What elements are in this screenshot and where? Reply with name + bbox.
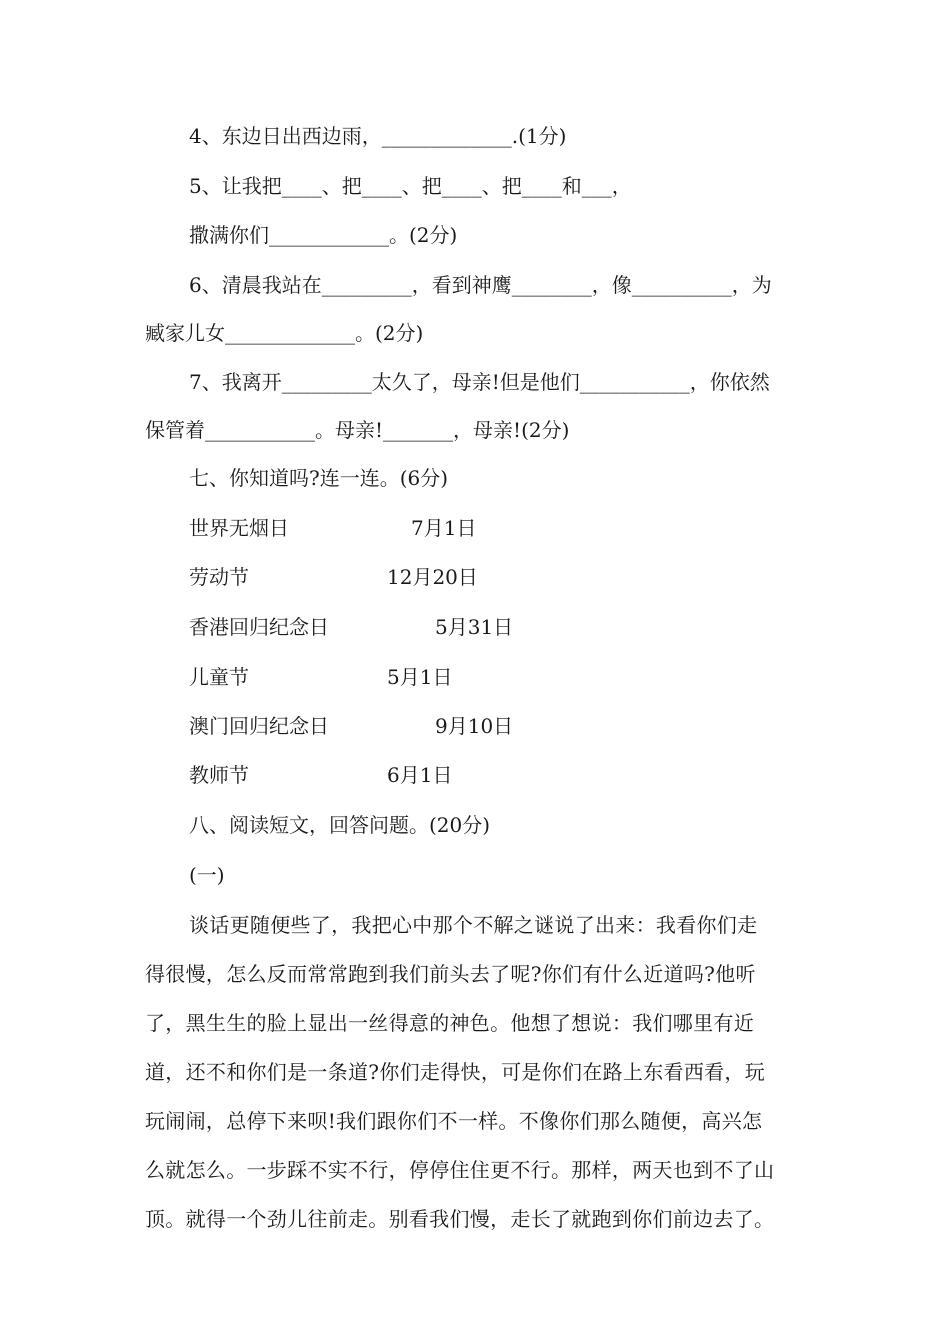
section-8-heading: 八、阅读短文，回答问题。(20分) (189, 813, 491, 837)
question-5-line-2: 撒满你们____________。(2分) (189, 223, 458, 247)
question-4: 4、东边日出西边雨，_____________.(1分) (189, 124, 567, 148)
question-6-line-1: 6、清晨我站在_________，看到神鹰________，像__________，为 (189, 273, 772, 297)
passage-line: 玩闹闹，总停下来呗!我们跟你们不一样。不像你们那么随便，高兴怎 (145, 1109, 763, 1133)
passage-line: 谈话更随便些了，我把心中那个不解之谜说了出来：我看你们走 (189, 913, 758, 937)
passage-line: 顶。就得一个劲儿往前走。别看我们慢，走长了就跑到你们前边去了。 (145, 1207, 775, 1231)
matching-date: 7月1日 (411, 516, 477, 540)
matching-holiday: 世界无烟日 (189, 516, 289, 540)
matching-date: 5月1日 (387, 665, 453, 689)
passage-number: (一) (189, 863, 225, 887)
question-5-line-1: 5、让我把____、把____、把____、把____和___， (189, 174, 632, 198)
matching-holiday: 劳动节 (189, 565, 249, 589)
question-7-line-1: 7、我离开_________太久了，母亲!但是他们___________，你依然 (189, 370, 770, 394)
matching-holiday: 儿童节 (189, 665, 249, 689)
passage-line: 得很慢，怎么反而常常跑到我们前头去了呢?你们有什么近道吗?他听 (145, 962, 756, 986)
question-6-line-2: 臧家儿女_____________。(2分) (145, 321, 424, 345)
passage-line: 道，还不和你们是一条道?你们走得快，可是你们在路上东看西看，玩 (145, 1060, 766, 1084)
section-7-heading: 七、你知道吗?连一连。(6分) (189, 466, 449, 490)
question-7-line-2: 保管着___________。母亲!_______，母亲!(2分) (145, 418, 570, 442)
passage-line: 么就怎么。一步踩不实不行，停停住住更不行。那样，两天也到不了山 (145, 1158, 775, 1182)
matching-holiday: 澳门回归纪念日 (189, 714, 329, 738)
matching-date: 5月31日 (435, 615, 514, 639)
matching-holiday: 教师节 (189, 763, 249, 787)
matching-date: 6月1日 (387, 763, 453, 787)
passage-line: 了，黑生生的脸上显出一丝得意的神色。他想了想说：我们哪里有近 (145, 1011, 754, 1035)
matching-date: 9月10日 (435, 714, 514, 738)
matching-holiday: 香港回归纪念日 (189, 615, 329, 639)
matching-date: 12月20日 (387, 565, 478, 589)
